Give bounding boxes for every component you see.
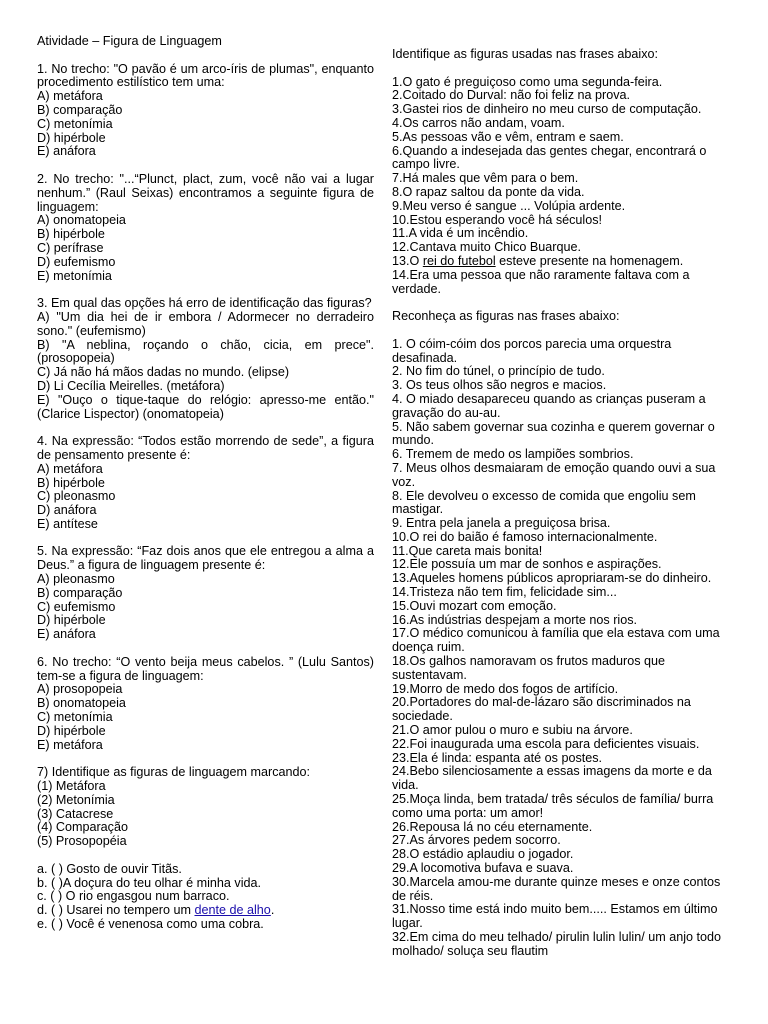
legend-key: (4) Comparação bbox=[37, 820, 128, 835]
list-item: 14.Era uma pessoa que não raramente faltava com a verdade. bbox=[392, 267, 690, 296]
option: B) comparação bbox=[37, 102, 123, 117]
option: A) "Um dia hei de ir embora / Adormecer no derradeiro sono." (eufemismo) bbox=[37, 309, 374, 338]
option: E) antítese bbox=[37, 516, 98, 531]
question-2 bbox=[37, 173, 374, 283]
option: A) metáfora bbox=[37, 461, 103, 476]
list-item: 4. O miado desapareceu quando as crianças puseram a gravação do au-au. bbox=[392, 391, 706, 420]
question-stem: 6. No trecho: “O vento beija meus cabelos. ” (Lulu Santos) tem-se a figura de linguagem: bbox=[37, 654, 374, 683]
question-stem: 1. No trecho: "O pavão é um arco-íris de plumas", enquanto procedimento estilístico tem uma: bbox=[37, 61, 374, 90]
option: B) "A neblina, roçando o chão, cicia, em prece". (prosopopeia) bbox=[37, 337, 374, 366]
option: E) anáfora bbox=[37, 627, 96, 642]
list-item: 21.O amor pulou o muro e subiu na árvore. bbox=[392, 723, 633, 738]
option: D) hipérbole bbox=[37, 130, 106, 145]
left-column bbox=[37, 35, 374, 932]
exercise-item-e: e. ( ) Você é venenosa como uma cobra. bbox=[37, 917, 264, 931]
list-item: 2.Coitado do Durval: não foi feliz na prova. bbox=[392, 88, 631, 103]
question-1 bbox=[37, 63, 374, 160]
section-heading-recognize: Reconheça as figuras nas frases abaixo: bbox=[392, 309, 620, 324]
list-item: 26.Repousa lá no céu eternamente. bbox=[392, 819, 593, 834]
list-item: 6. Tremem de medo os lampiões sombrios. bbox=[392, 447, 634, 462]
option: B) hipérbole bbox=[37, 227, 105, 242]
item-text: . bbox=[270, 903, 275, 918]
underlined-phrase: rei do futebol bbox=[422, 253, 496, 268]
option: A) metáfora bbox=[37, 89, 103, 104]
recognize-list bbox=[392, 338, 730, 959]
section-heading-identify: Identifique as figuras usadas nas frases abaixo: bbox=[392, 47, 659, 61]
option: E) metáfora bbox=[37, 737, 103, 752]
option: E) "Ouço o tique-taque do relógio: apresso-me então." (Clarice Lispector) (onomatopeia) bbox=[37, 392, 374, 421]
question-6 bbox=[37, 656, 374, 753]
option: C) Já não há mãos dadas no mundo. (elipse) bbox=[37, 365, 290, 380]
list-item: 12.Ele possuía um mar de sonhos e aspirações. bbox=[392, 557, 662, 572]
list-item: 7. Meus olhos desmaiaram de emoção quando ouvi a sua voz. bbox=[392, 460, 716, 489]
option: D) hipérbole bbox=[37, 613, 106, 628]
option: D) Li Cecília Meirelles. (metáfora) bbox=[37, 378, 225, 393]
list-item: 3. Os teus olhos são negros e macios. bbox=[392, 378, 607, 393]
list-item: 5.As pessoas vão e vêm, entram e saem. bbox=[392, 129, 624, 144]
list-item: 3.Gastei rios de dinheiro no meu curso de computação. bbox=[392, 102, 702, 117]
list-item: 19.Morro de medo dos fogos de artifício. bbox=[392, 681, 619, 696]
legend-key: (3) Catacrese bbox=[37, 806, 114, 821]
exercise-item-d bbox=[37, 904, 374, 918]
list-item: 8.O rapaz saltou da ponte da vida. bbox=[392, 184, 585, 199]
list-item: 11.Que careta mais bonita! bbox=[392, 543, 543, 558]
question-stem: 4. Na expressão: “Todos estão morrendo de sede”, a figura de pensamento presente é: bbox=[37, 434, 374, 462]
option: A) onomatopeia bbox=[37, 213, 126, 228]
list-item: 27.As árvores pedem socorro. bbox=[392, 833, 561, 848]
option: A) pleonasmo bbox=[37, 572, 115, 587]
exercise-item-c: c. ( ) O rio engasgou num barraco. bbox=[37, 889, 230, 904]
list-item: 28.O estádio aplaudiu o jogador. bbox=[392, 847, 574, 862]
right-column bbox=[392, 48, 730, 959]
legend-key: (1) Metáfora bbox=[37, 779, 106, 794]
list-item: 9. Entra pela janela a preguiçosa brisa. bbox=[392, 516, 611, 531]
option: B) hipérbole bbox=[37, 475, 105, 490]
list-item: 12.Cantava muito Chico Buarque. bbox=[392, 240, 582, 255]
option: D) anáfora bbox=[37, 503, 97, 518]
option: C) eufemismo bbox=[37, 599, 116, 614]
option: B) comparação bbox=[37, 585, 123, 600]
list-item: 1. O cóim-cóim dos porcos parecia uma orquestra desafinada. bbox=[392, 336, 672, 365]
list-item: 8. Ele devolveu o excesso de comida que engoliu sem mastigar. bbox=[392, 488, 696, 517]
option: C) metonímia bbox=[37, 116, 113, 131]
list-item: 1.O gato é preguiçoso como uma segunda-feira. bbox=[392, 74, 663, 89]
question-7 bbox=[37, 766, 374, 932]
option: D) hipérbole bbox=[37, 723, 106, 738]
list-item: 17.O médico comunicou à família que ela estava com uma doença ruim. bbox=[392, 626, 720, 655]
list-item: 24.Bebo silenciosamente a essas imagens da morte e da vida. bbox=[392, 764, 712, 793]
option: B) onomatopeia bbox=[37, 696, 126, 711]
list-item: 10.O rei do baião é famoso internacionalmente. bbox=[392, 529, 658, 544]
list-item: 13.Aqueles homens públicos apropriaram-se do dinheiro. bbox=[392, 571, 712, 586]
option: A) prosopopeia bbox=[37, 682, 123, 697]
list-item: 5. Não sabem governar sua cozinha e querem governar o mundo. bbox=[392, 419, 715, 448]
item-text: d. ( ) Usarei no tempero um bbox=[37, 903, 195, 918]
question-4 bbox=[37, 435, 374, 532]
page-title: Atividade – Figura de Linguagem bbox=[37, 34, 222, 48]
list-item: 29.A locomotiva bufava e suava. bbox=[392, 861, 574, 876]
exercise-item-a: a. ( ) Gosto de ouvir Titãs. bbox=[37, 861, 182, 876]
question-stem: 5. Na expressão: “Faz dois anos que ele entregou a alma a Deus.” a figura de linguagem presente é: bbox=[37, 544, 374, 573]
question-3 bbox=[37, 297, 374, 421]
list-item: 25.Moça linda, bem tratada/ três séculos de família/ burra como uma porta: um amor! bbox=[392, 792, 714, 820]
option: C) metonímia bbox=[37, 710, 113, 725]
list-item: 9.Meu verso é sangue ... Volúpia ardente. bbox=[392, 198, 626, 213]
exercise-item-b: b. ( )A doçura do teu olhar é minha vida. bbox=[37, 875, 262, 890]
legend-key: (5) Prosopopéia bbox=[37, 834, 127, 849]
list-item: 10.Estou esperando você há séculos! bbox=[392, 212, 603, 227]
question-stem: 2. No trecho: "...“Plunct, plact, zum, você não vai a lugar nenhum.” (Raul Seixas) encontramos a seguinte figura de linguagem: bbox=[37, 171, 374, 214]
item-text: esteve presente na homenagem. bbox=[495, 253, 684, 268]
list-item: 30.Marcela amou-me durante quinze meses e onze contos de réis. bbox=[392, 874, 721, 903]
list-item: 31.Nosso time está indo muito bem..... Estamos em último lugar. bbox=[392, 902, 718, 931]
identify-list bbox=[392, 76, 730, 297]
option: C) pleonasmo bbox=[37, 489, 116, 504]
option: E) anáfora bbox=[37, 144, 96, 159]
option: E) metonímia bbox=[37, 268, 112, 283]
list-item: 16.As indústrias despejam a morte nos rios. bbox=[392, 612, 637, 627]
legend-key: (2) Metonímia bbox=[37, 792, 115, 807]
list-item: 23.Ela é linda: espanta até os postes. bbox=[392, 750, 603, 765]
list-item: 20.Portadores do mal-de-lázaro são discriminados na sociedade. bbox=[392, 695, 691, 724]
list-item: 15.Ouvi mozart com emoção. bbox=[392, 598, 557, 613]
item-text: 13.O bbox=[392, 253, 423, 268]
list-item: 7.Há males que vêm para o bem. bbox=[392, 171, 579, 186]
list-item: 4.Os carros não andam, voam. bbox=[392, 115, 565, 130]
option: C) perífrase bbox=[37, 240, 104, 255]
list-item bbox=[392, 255, 730, 269]
list-item: 22.Foi inaugurada uma escola para deficientes visuais. bbox=[392, 736, 700, 751]
question-5 bbox=[37, 545, 374, 642]
dente-de-alho-link[interactable]: dente de alho bbox=[194, 903, 271, 918]
list-item: 32.Em cima do meu telhado/ pirulin lulin lulin/ um anjo todo molhado/ soluça seu flautim bbox=[392, 930, 722, 958]
list-item: 14.Tristeza não tem fim, felicidade sim... bbox=[392, 585, 617, 600]
question-stem: 7) Identifique as figuras de linguagem marcando: bbox=[37, 765, 311, 780]
list-item: 6.Quando a indesejada das gentes chegar, encontrará o campo livre. bbox=[392, 143, 707, 172]
list-item: 11.A vida é um incêndio. bbox=[392, 226, 529, 241]
list-item: 2. No fim do túnel, o princípio de tudo. bbox=[392, 364, 605, 379]
option: D) eufemismo bbox=[37, 254, 116, 269]
question-stem: 3. Em qual das opções há erro de identificação das figuras? bbox=[37, 296, 372, 311]
list-item: 18.Os galhos namoravam os frutos maduros que sustentavam. bbox=[392, 654, 666, 682]
